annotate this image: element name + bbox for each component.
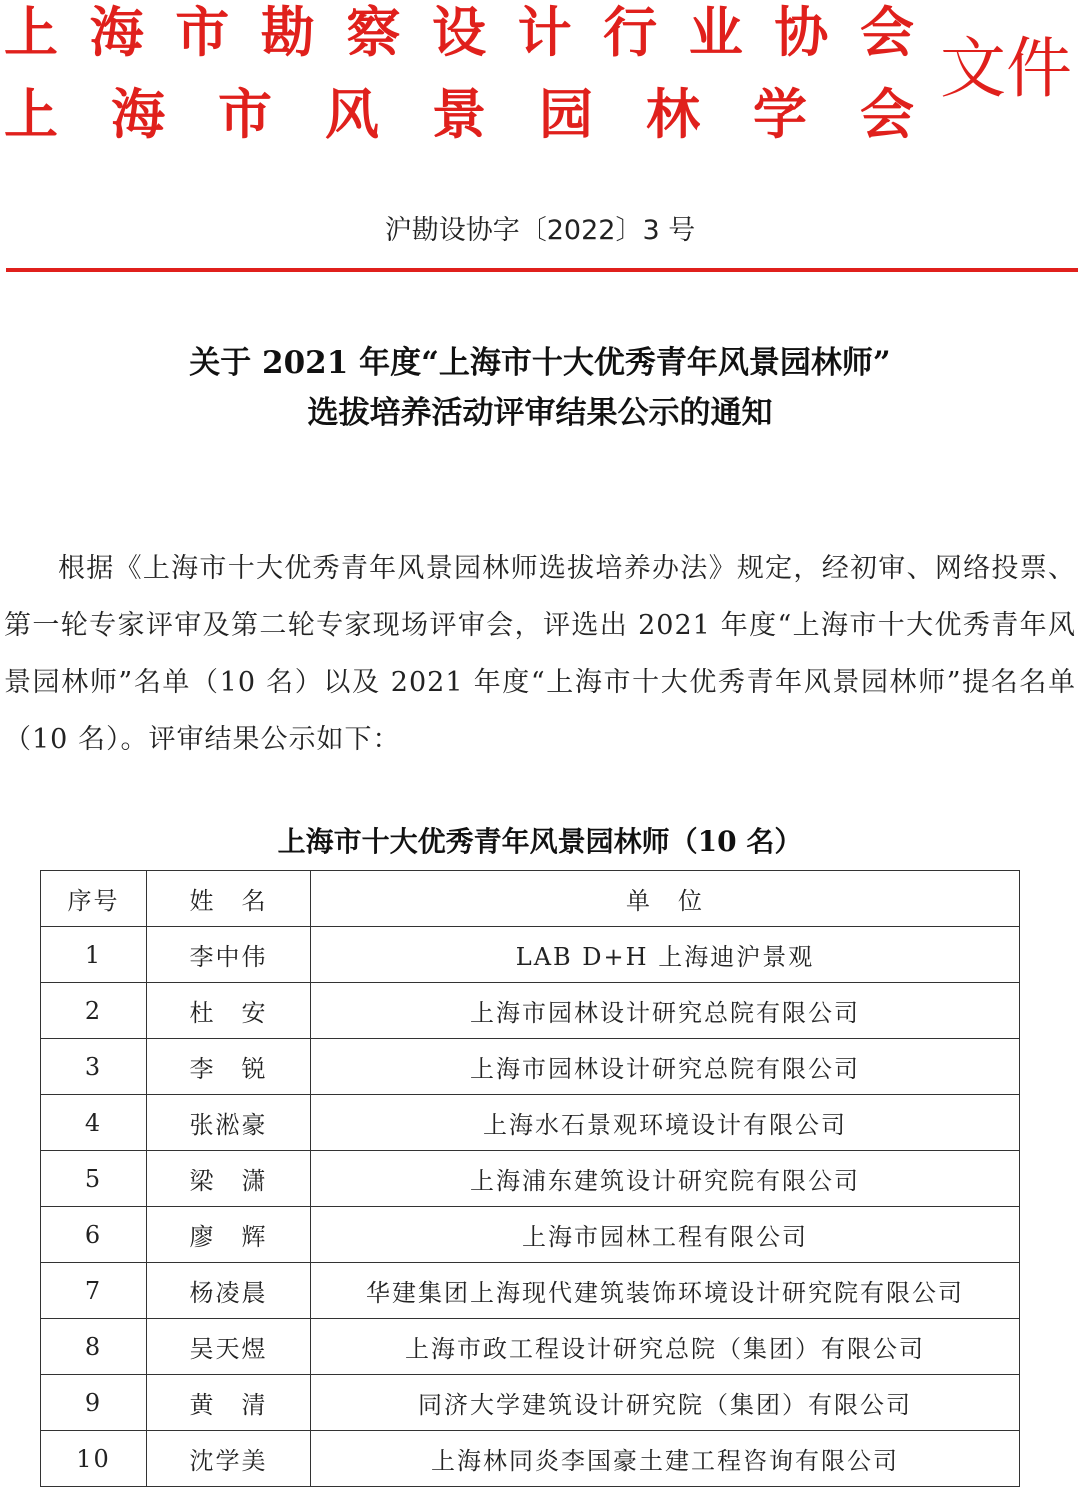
table-row	[41, 983, 1020, 1039]
row-index: 7	[41, 1263, 147, 1319]
row-index: 2	[41, 983, 147, 1039]
notice-title-line-1: 关于 2021 年度“上海市十大优秀青年风景园林师”	[189, 345, 891, 381]
org-name-survey-design-association: 上 海 市 勘 察 设 计 行 业 协 会	[4, 1, 914, 64]
table-row	[41, 1431, 1020, 1487]
table-row	[41, 1039, 1020, 1095]
header-organization: 单 位	[311, 871, 1020, 927]
table-title: 上海市十大优秀青年风景园林师（10 名）	[277, 825, 803, 858]
row-name: 廖 辉	[147, 1207, 311, 1263]
document-type-label: 文件	[940, 30, 1072, 107]
notice-title-line-2: 选拔培养活动评审结果公示的通知	[307, 395, 773, 431]
row-name: 梁 潇	[147, 1151, 311, 1207]
header-index: 序号	[41, 871, 147, 927]
row-index: 5	[41, 1151, 147, 1207]
row-organization: 上海水石景观环境设计有限公司	[311, 1095, 1020, 1151]
row-organization: 上海市园林工程有限公司	[311, 1207, 1020, 1263]
row-index: 1	[41, 927, 147, 983]
row-index: 6	[41, 1207, 147, 1263]
row-name: 黄 清	[147, 1375, 311, 1431]
notice-title	[0, 338, 1080, 438]
row-index: 10	[41, 1431, 147, 1487]
row-organization: 上海市园林设计研究总院有限公司	[311, 983, 1020, 1039]
row-name: 张淞豪	[147, 1095, 311, 1151]
awardee-table	[40, 870, 1020, 1487]
document-header	[0, 0, 1080, 160]
table-row	[41, 1375, 1020, 1431]
row-index: 9	[41, 1375, 147, 1431]
row-organization: 华建集团上海现代建筑装饰环境设计研究院有限公司	[311, 1263, 1020, 1319]
row-organization: 上海市园林设计研究总院有限公司	[311, 1039, 1020, 1095]
notice-body-paragraph: 根据《上海市十大优秀青年风景园林师选拔培养办法》规定，经初审、网络投票、第一轮专家评审及第二轮专家现场评审会，评选出 2021 年度“上海市十大优秀青年风景园林师”名单（10 名）以及 2021 年度“上海市十大优秀青年风景园林师”提名名单（10 名）。评审结果公示如下：	[4, 553, 1076, 755]
table-row	[41, 1151, 1020, 1207]
table-row	[41, 1095, 1020, 1151]
row-organization: 上海林同炎李国豪土建工程咨询有限公司	[311, 1431, 1020, 1487]
red-divider	[6, 268, 1078, 272]
row-name: 杨凌晨	[147, 1263, 311, 1319]
row-name: 李中伟	[147, 927, 311, 983]
row-name: 李 锐	[147, 1039, 311, 1095]
document-number: 沪勘设协字〔2022〕3 号	[384, 215, 696, 246]
row-index: 3	[41, 1039, 147, 1095]
table-header-row	[41, 871, 1020, 927]
row-index: 4	[41, 1095, 147, 1151]
row-organization: 同济大学建筑设计研究院（集团）有限公司	[311, 1375, 1020, 1431]
org-name-landscape-architecture-society: 上 海 市 风 景 园 林 学 会	[4, 83, 914, 146]
header-name: 姓 名	[147, 871, 311, 927]
table-row	[41, 1263, 1020, 1319]
row-organization: LAB D+H 上海迪沪景观	[311, 927, 1020, 983]
row-organization: 上海浦东建筑设计研究院有限公司	[311, 1151, 1020, 1207]
row-name: 吴天煜	[147, 1319, 311, 1375]
table-row	[41, 1207, 1020, 1263]
row-name: 杜 安	[147, 983, 311, 1039]
row-index: 8	[41, 1319, 147, 1375]
table-row	[41, 1319, 1020, 1375]
table-row	[41, 927, 1020, 983]
row-organization: 上海市政工程设计研究总院（集团）有限公司	[311, 1319, 1020, 1375]
row-name: 沈学美	[147, 1431, 311, 1487]
